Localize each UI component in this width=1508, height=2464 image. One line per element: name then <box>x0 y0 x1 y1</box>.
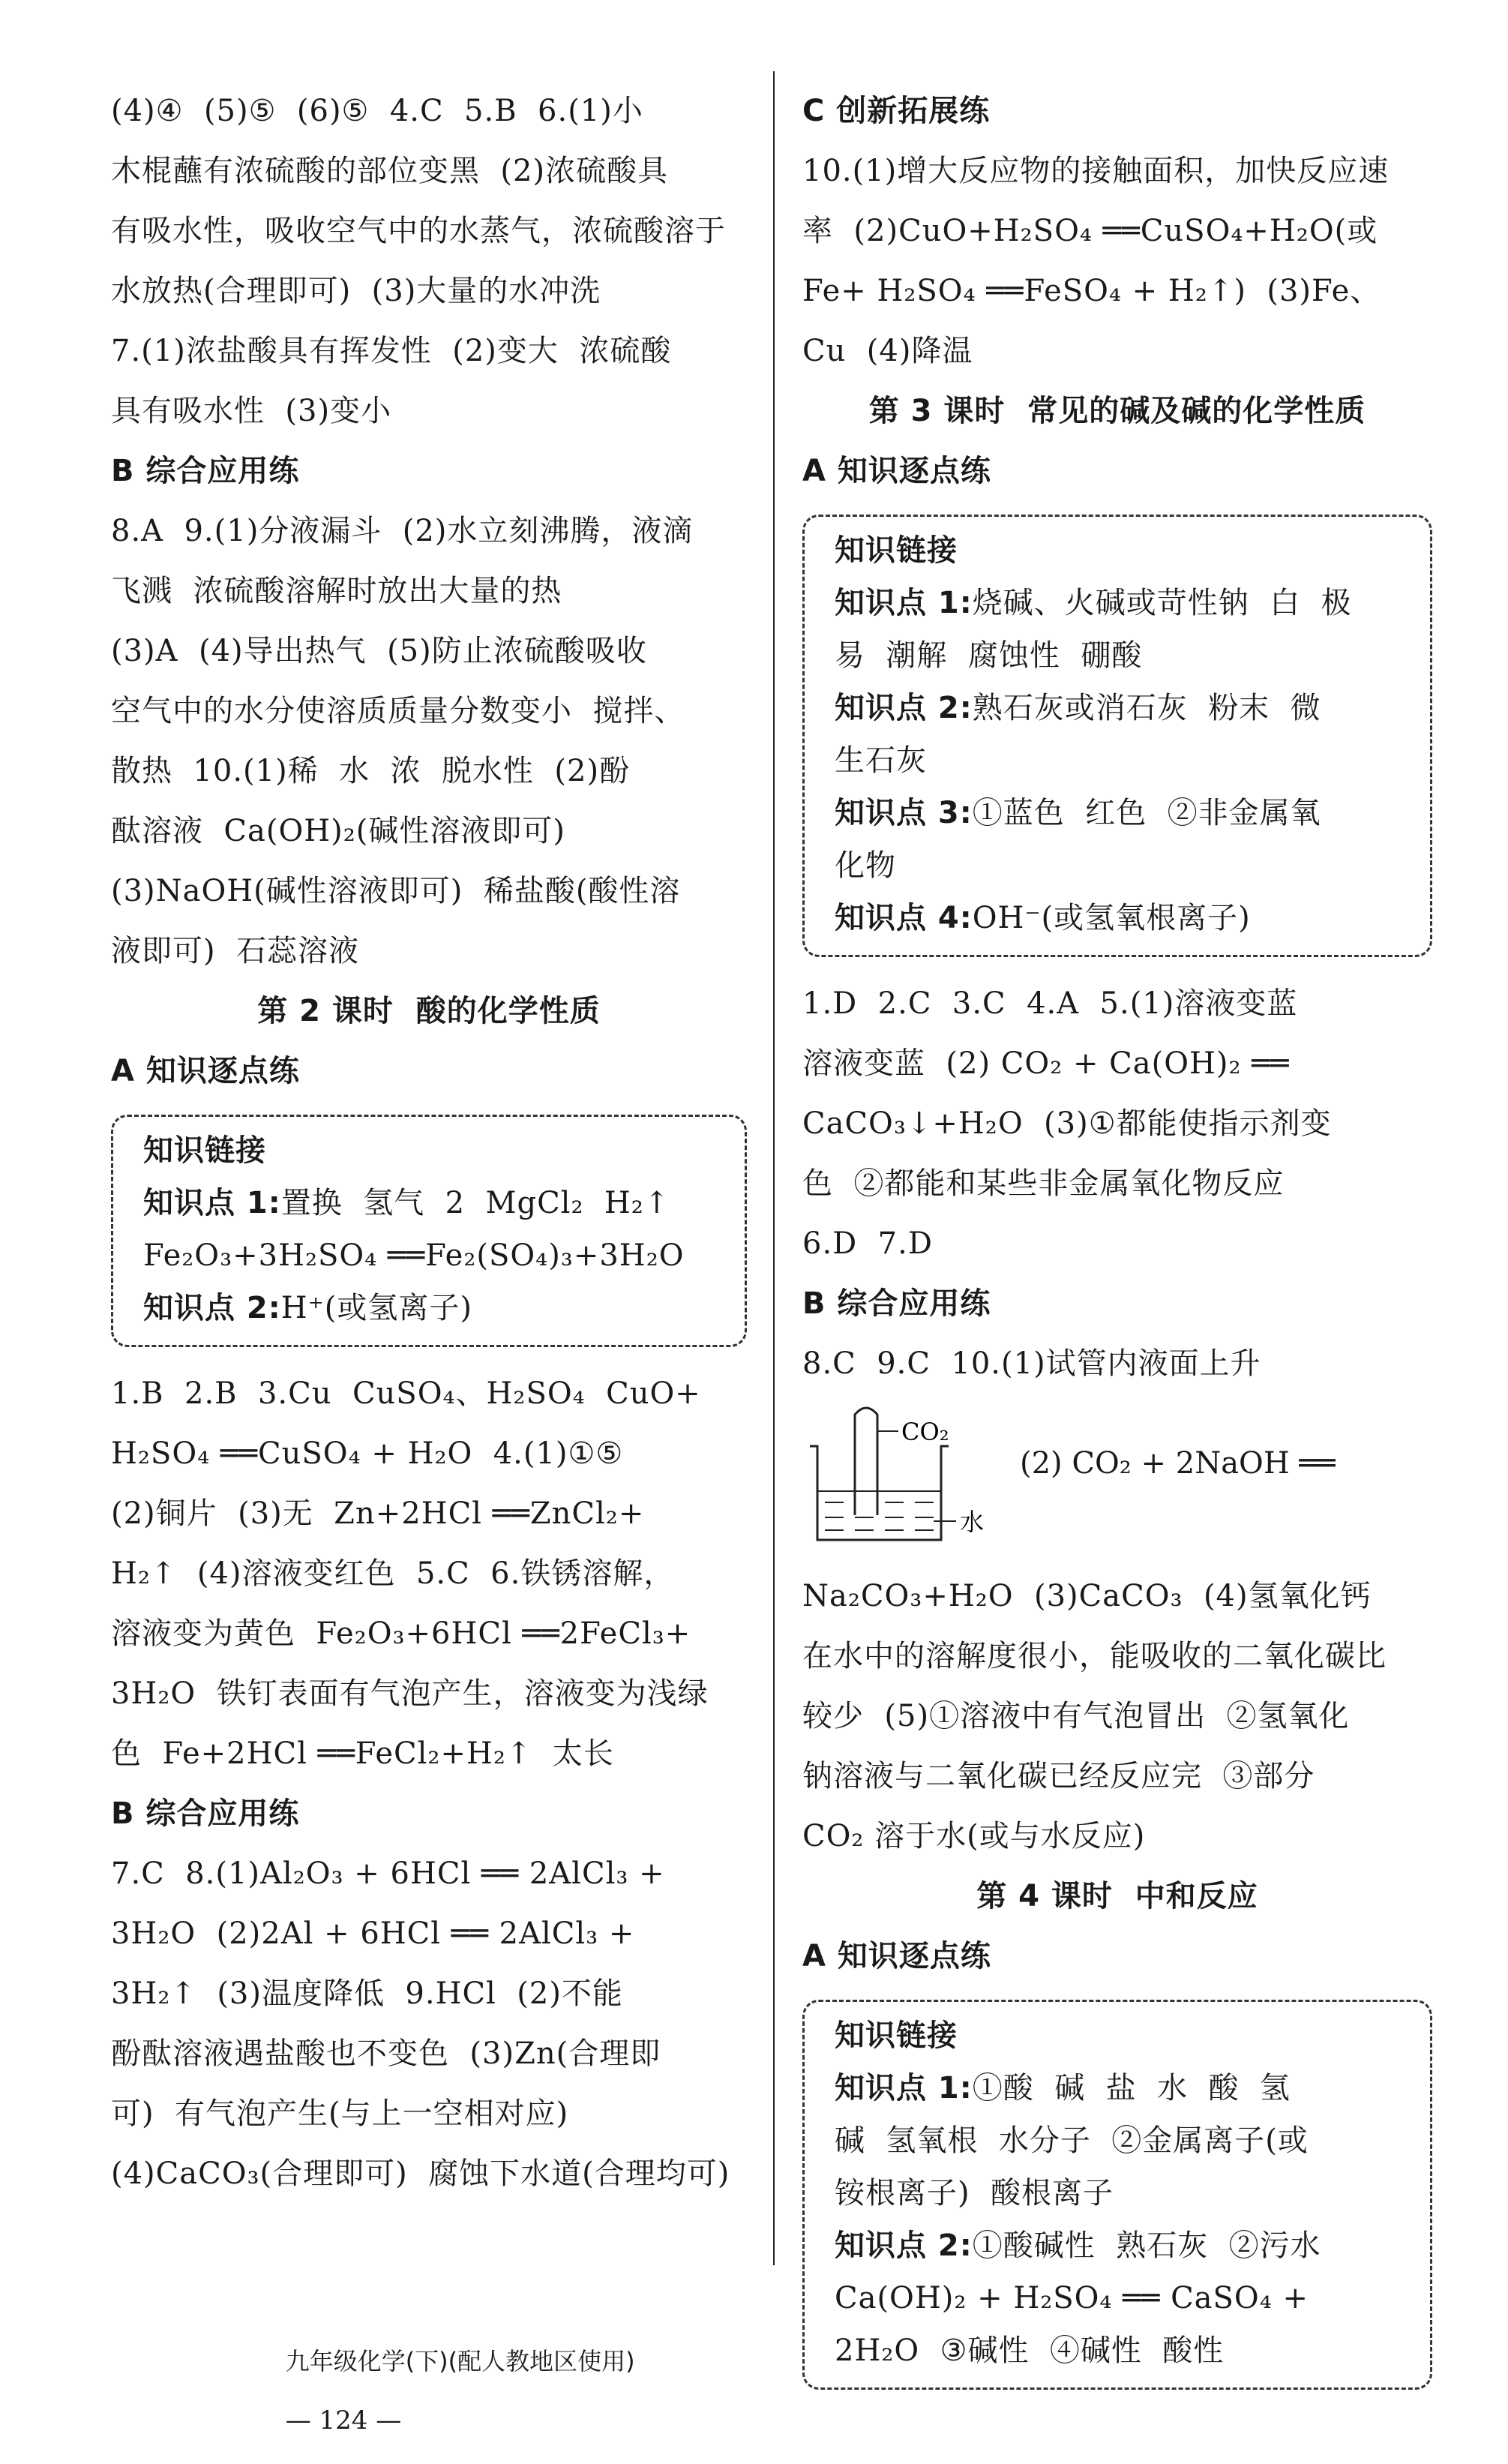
text-line: 率 (2)CuO+H₂SO₄ ══CuSO₄+H₂O(或 <box>802 214 1378 248</box>
equation-co2-naoh: (2) CO₂ + 2NaOH ══ <box>1020 1446 1336 1481</box>
beaker-outline <box>810 1446 949 1540</box>
label-co2: CO₂ <box>901 1418 949 1446</box>
knowledge-point-1: 知识点 1:置换 氢气 2 MgCl₂ H₂↑ <box>143 1186 670 1220</box>
section-heading-c: C 创新拓展练 <box>802 94 991 128</box>
text-line: 钠溶液与二氧化碳已经反应完 ③部分 <box>802 1759 1315 1793</box>
text-line: 1.D 2.C 3.C 4.A 5.(1)溶液变蓝 <box>802 986 1298 1021</box>
column-divider <box>773 71 775 2265</box>
text-line: 7.C 8.(1)Al₂O₃ + 6HCl ══ 2AlCl₃ + <box>111 1856 665 1891</box>
text-line: Cu (4)降温 <box>802 334 973 368</box>
text-line: 3H₂O (2)2Al + 6HCl ══ 2AlCl₃ + <box>111 1916 635 1951</box>
text-line: 水放热(合理即可) (3)大量的水冲洗 <box>111 274 601 308</box>
text-line: 可) 有气泡产生(与上一空相对应) <box>111 2096 569 2131</box>
page-number: — 124 — <box>285 2405 402 2435</box>
lesson-title: 第 2 课时 酸的化学性质 <box>257 994 601 1028</box>
text-line: Na₂CO₃+H₂O (3)CaCO₃ (4)氢氧化钙 <box>802 1579 1372 1613</box>
knowledge-point-2: 知识点 2:H⁺(或氢离子) <box>143 1291 472 1325</box>
knowledge-point-4: 知识点 4:OH⁻(或氢氧根离子) <box>835 901 1251 935</box>
text-line: 6.D 7.D <box>802 1226 933 1261</box>
left-column <box>111 81 747 2204</box>
test-tube <box>855 1408 877 1515</box>
text-line: 10.(1)增大反应物的接触面积，加快反应速 <box>802 154 1390 188</box>
knowledge-point-1-cont: 铵根离子) 酸根离子 <box>835 2176 1114 2210</box>
experiment-figure-row <box>802 1394 1432 1566</box>
text-line: 色 Fe+2HCl ══FeCl₂+H₂↑ 太长 <box>111 1736 614 1771</box>
knowledge-point-3: 知识点 3:①蓝色 红色 ②非金属氧 <box>835 796 1321 830</box>
text-line: Fe+ H₂SO₄ ══FeSO₄ + H₂↑) (3)Fe、 <box>802 274 1381 308</box>
text-line: (3)A (4)导出热气 (5)防止浓硫酸吸收 <box>111 634 647 668</box>
knowledge-point-1: 知识点 1:①酸 碱 盐 水 酸 氢 <box>835 2071 1291 2105</box>
text-line: (3)NaOH(碱性溶液即可) 稀盐酸(酸性溶 <box>111 874 681 908</box>
text-line: 溶液变蓝 (2) CO₂ + Ca(OH)₂ ══ <box>802 1046 1290 1081</box>
text-line: 溶液变为黄色 Fe₂O₃+6HCl ══2FeCl₃+ <box>111 1616 691 1651</box>
section-heading-a: A 知识逐点练 <box>111 1054 300 1088</box>
box-title: 知识链接 <box>835 2018 958 2053</box>
text-line: 木棍蘸有浓硫酸的部位变黑 (2)浓硫酸具 <box>111 154 669 188</box>
knowledge-point-3-cont: 化物 <box>835 848 896 883</box>
knowledge-point-1-cont: 碱 氢氧根 水分子 ②金属离子(或 <box>835 2123 1309 2158</box>
text-line: 3H₂O 铁钉表面有气泡产生，溶液变为浅绿 <box>111 1676 709 1711</box>
box-title: 知识链接 <box>835 533 958 568</box>
lesson-title: 第 3 课时 常见的碱及碱的化学性质 <box>868 394 1366 428</box>
knowledge-point-2-cont: 2H₂O ③碱性 ④碱性 酸性 <box>835 2333 1225 2368</box>
knowledge-point-2-cont: Ca(OH)₂ + H₂SO₄ ══ CaSO₄ + <box>835 2281 1309 2315</box>
text-line: (4)④ (5)⑤ (6)⑤ 4.C 5.B 6.(1)小 <box>111 94 643 128</box>
text-line: 1.B 2.B 3.Cu CuSO₄、H₂SO₄ CuO+ <box>111 1376 701 1411</box>
section-heading-b: B 综合应用练 <box>802 1286 991 1321</box>
page-footer <box>255 2314 1230 2464</box>
footer-book-title: 九年级化学(下)(配人教地区使用) <box>285 2347 635 2375</box>
text-line: (2)铜片 (3)无 Zn+2HCl ══ZnCl₂+ <box>111 1496 645 1531</box>
knowledge-point-1-cont: Fe₂O₃+3H₂SO₄ ══Fe₂(SO₄)₃+3H₂O <box>143 1238 685 1273</box>
text-line: H₂↑ (4)溶液变红色 5.C 6.铁锈溶解， <box>111 1556 675 1591</box>
text-line: 8.A 9.(1)分液漏斗 (2)水立刻沸腾，液滴 <box>111 514 694 548</box>
lesson-title: 第 4 课时 中和反应 <box>976 1879 1258 1913</box>
knowledge-point-2: 知识点 2:熟石灰或消石灰 粉末 微 <box>835 691 1321 725</box>
text-line: 飞溅 浓硫酸溶解时放出大量的热 <box>111 574 562 608</box>
section-heading-a: A 知识逐点练 <box>802 454 991 488</box>
text-line: 酞溶液 Ca(OH)₂(碱性溶液即可) <box>111 814 566 848</box>
knowledge-point-2-cont: 生石灰 <box>835 743 927 778</box>
box-title: 知识链接 <box>143 1133 266 1168</box>
text-line: 8.C 9.C 10.(1)试管内液面上升 <box>802 1346 1261 1381</box>
knowledge-point-2: 知识点 2:①酸碱性 熟石灰 ②污水 <box>835 2228 1321 2263</box>
label-water: 水 <box>960 1508 985 1536</box>
section-heading-a: A 知识逐点练 <box>802 1939 991 1973</box>
text-line: 散热 10.(1)稀 水 浓 脱水性 (2)酚 <box>111 754 631 788</box>
text-line: H₂SO₄ ══CuSO₄ + H₂O 4.(1)①⑤ <box>111 1436 624 1471</box>
text-line: 7.(1)浓盐酸具有挥发性 (2)变大 浓硫酸 <box>111 334 672 368</box>
section-heading-b: B 综合应用练 <box>111 454 300 488</box>
text-line: CaCO₃↓+H₂O (3)①都能使指示剂变 <box>802 1106 1332 1141</box>
text-line: 空气中的水分使溶质质量分数变小 搅拌、 <box>111 694 685 728</box>
right-column <box>802 81 1432 2406</box>
text-line: 在水中的溶解度很小，能吸收的二氧化碳比 <box>802 1639 1387 1673</box>
section-heading-b: B 综合应用练 <box>111 1796 300 1831</box>
knowledge-point-1: 知识点 1:烧碱、火碱或苛性钠 白 极 <box>835 586 1352 620</box>
text-line: 较少 (5)①溶液中有气泡冒出 ②氢氧化 <box>802 1699 1350 1733</box>
beaker-test-tube-diagram <box>802 1401 1005 1551</box>
text-line: 酚酞溶液遇盐酸也不变色 (3)Zn(合理即 <box>111 2036 661 2071</box>
knowledge-point-1-cont: 易 潮解 腐蚀性 硼酸 <box>835 638 1143 673</box>
text-line: CO₂ 溶于水(或与水反应) <box>802 1819 1146 1853</box>
knowledge-link-box <box>111 1115 747 1347</box>
text-line: 有吸水性，吸收空气中的水蒸气，浓硫酸溶于 <box>111 214 726 248</box>
water-hatching <box>825 1502 934 1530</box>
text-line: 3H₂↑ (3)温度降低 9.HCl (2)不能 <box>111 1976 623 2011</box>
text-line: 色 ②都能和某些非金属氧化物反应 <box>802 1166 1285 1201</box>
knowledge-link-box <box>802 515 1432 957</box>
text-line: 具有吸水性 (3)变小 <box>111 394 392 428</box>
text-line: (4)CaCO₃(合理即可) 腐蚀下水道(合理均可) <box>111 2156 730 2191</box>
text-line: 液即可) 石蕊溶液 <box>111 934 360 968</box>
